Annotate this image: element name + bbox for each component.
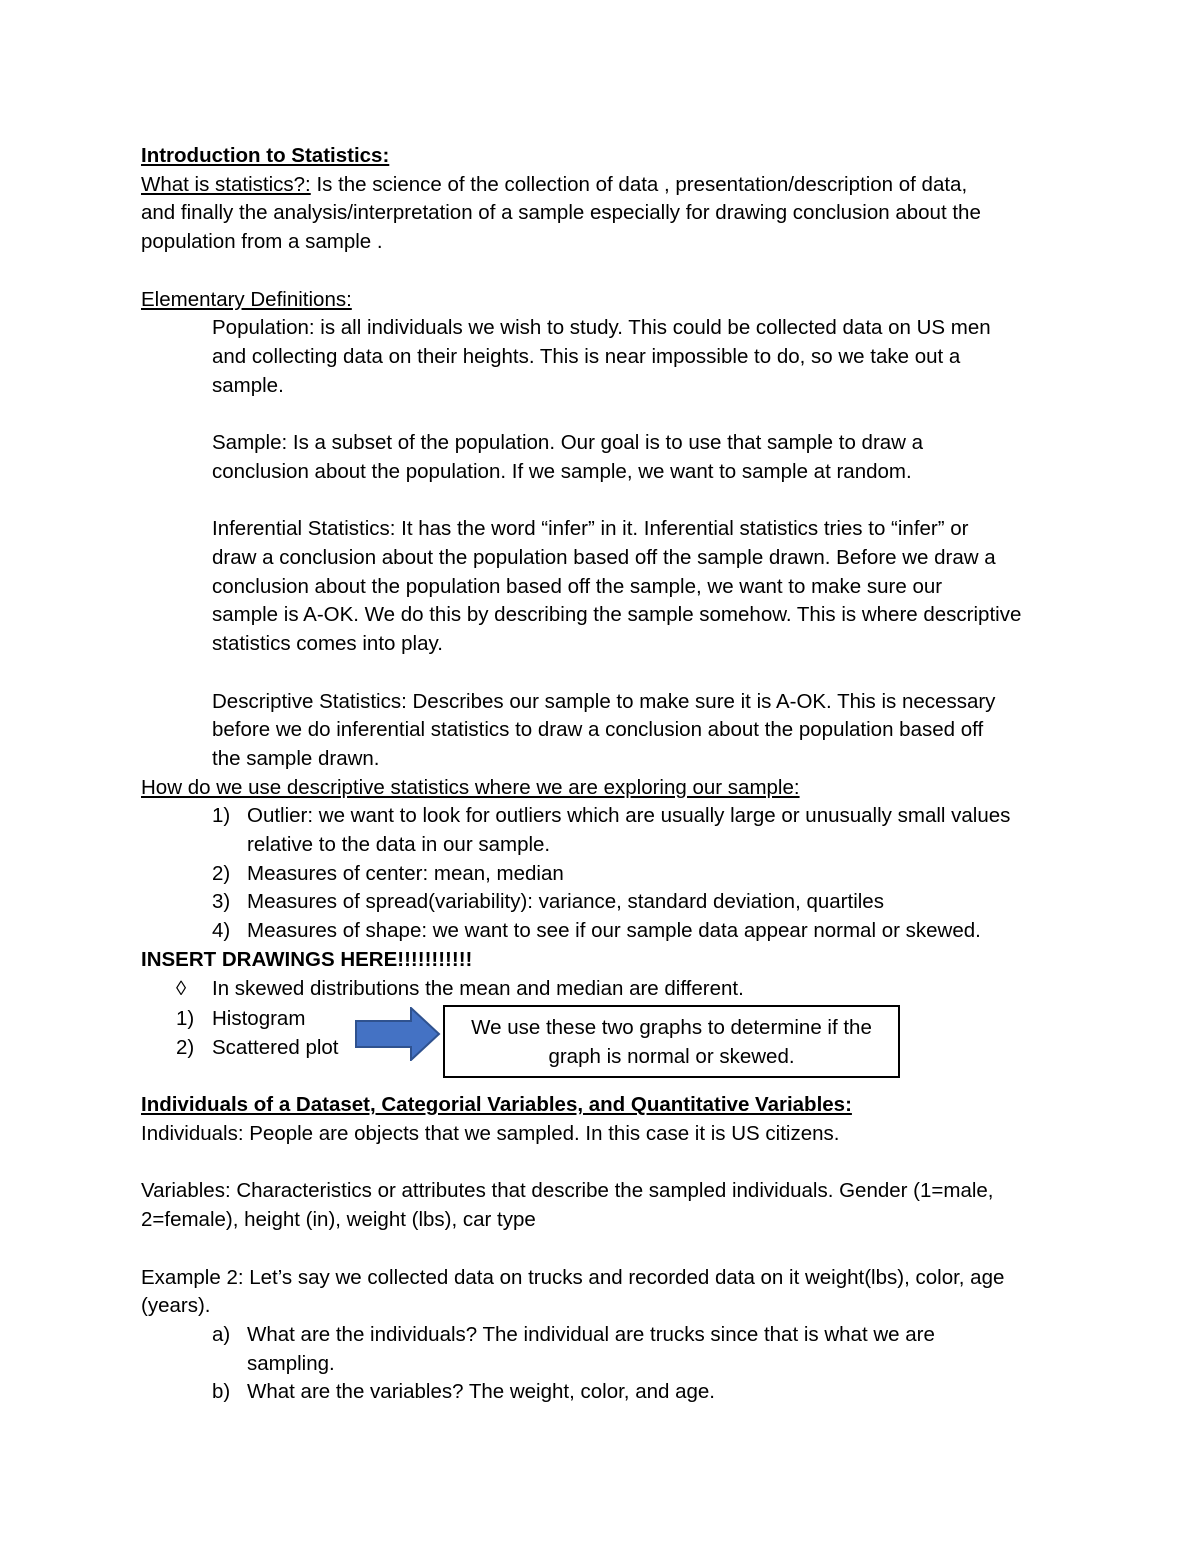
what-is-statistics-line-1 — [141, 171, 967, 200]
skewed-note: In skewed distributions the mean and median are different. — [212, 977, 744, 1000]
list-number: 2) — [176, 1036, 195, 1059]
example-text: (years). — [141, 1294, 211, 1317]
callout-line: We use these two graphs to determine if the — [471, 1016, 872, 1039]
inferential-line: Inferential Statistics: It has the word “infer” in it. Inferential statistics tries to “infer” or — [212, 517, 969, 540]
example-text: Example 2: Let’s say we collected data on trucks and recorded data on it weight(lbs), color, age — [141, 1266, 1005, 1289]
population-line: sample. — [212, 374, 284, 397]
qa-individuals: What are the individuals? The individual are trucks since that is what we are — [247, 1323, 935, 1346]
what-is-statistics-line-2: and finally the analysis/interpretation of a sample especially for drawing conclusion about the — [141, 201, 981, 224]
list-item-outlier: relative to the data in our sample. — [247, 833, 551, 856]
variables-definition: 2=female), height (in), weight (lbs), car type — [141, 1208, 536, 1231]
callout-box — [443, 1005, 900, 1078]
list-number: 4) — [212, 919, 231, 942]
descriptive-line: the sample drawn. — [212, 747, 380, 770]
inferential-line: statistics comes into play. — [212, 632, 443, 655]
list-item-spread: Measures of spread(variability): variance, standard deviation, quartiles — [247, 890, 884, 913]
graph-histogram: Histogram — [212, 1007, 306, 1030]
list-letter: b) — [212, 1380, 231, 1403]
what-is-text: Is the science of the collection of data , presentation/description of data, — [310, 173, 968, 196]
sample-line: conclusion about the population. If we sample, we want to sample at random. — [212, 460, 912, 483]
inferential-line: conclusion about the population based off the sample, we want to make sure our — [212, 575, 943, 598]
variables-definition: Variables: Characteristics or attributes that describe the sampled individuals. Gender (1=male, — [141, 1179, 994, 1202]
list-item-shape: Measures of shape: we want to see if our sample data appear normal or skewed. — [247, 919, 981, 942]
descriptive-line: Descriptive Statistics: Describes our sample to make sure it is A-OK. This is necessary — [212, 690, 996, 713]
definitions-heading: Elementary Definitions: — [141, 288, 352, 311]
insert-drawings-note: INSERT DRAWINGS HERE!!!!!!!!!!! — [141, 948, 473, 971]
graph-scattered-plot: Scattered plot — [212, 1036, 339, 1059]
inferential-line: draw a conclusion about the population based off the sample drawn. Before we draw a — [212, 546, 996, 569]
sample-line: Sample: Is a subset of the population. Our goal is to use that sample to draw a — [212, 431, 924, 454]
callout-line: graph is normal or skewed. — [548, 1044, 795, 1068]
diamond-bullet-icon: ◊ — [176, 977, 187, 1000]
inferential-line: sample is A-OK. We do this by describing the sample somehow. This is where descriptive — [212, 603, 1022, 626]
list-number: 2) — [212, 862, 231, 885]
population-line: Population: is all individuals we wish to study. This could be collected data on US men — [212, 316, 991, 339]
list-item-center: Measures of center: mean, median — [247, 862, 564, 885]
qa-individuals: sampling. — [247, 1352, 335, 1375]
what-is-label: What is statistics?: — [141, 173, 311, 196]
list-number: 1) — [176, 1007, 195, 1030]
qa-variables: What are the variables? The weight, color, and age. — [247, 1380, 715, 1403]
list-letter: a) — [212, 1323, 231, 1346]
list-number: 1) — [212, 804, 231, 827]
list-number: 3) — [212, 890, 231, 913]
usage-heading: How do we use descriptive statistics where we are exploring our sample: — [141, 776, 800, 799]
population-line: and collecting data on their heights. This is near impossible to do, so we take out a — [212, 345, 961, 368]
right-arrow-icon — [355, 1007, 441, 1061]
descriptive-line: before we do inferential statistics to draw a conclusion about the population based off — [212, 718, 984, 741]
dataset-heading: Individuals of a Dataset, Categorial Variables, and Quantitative Variables: — [141, 1093, 852, 1116]
intro-heading: Introduction to Statistics: — [141, 144, 390, 167]
individuals-definition: Individuals: People are objects that we sampled. In this case it is US citizens. — [141, 1122, 840, 1145]
what-is-statistics-line-3: population from a sample . — [141, 230, 383, 253]
list-item-outlier: Outlier: we want to look for outliers which are usually large or unusually small values — [247, 804, 1011, 827]
